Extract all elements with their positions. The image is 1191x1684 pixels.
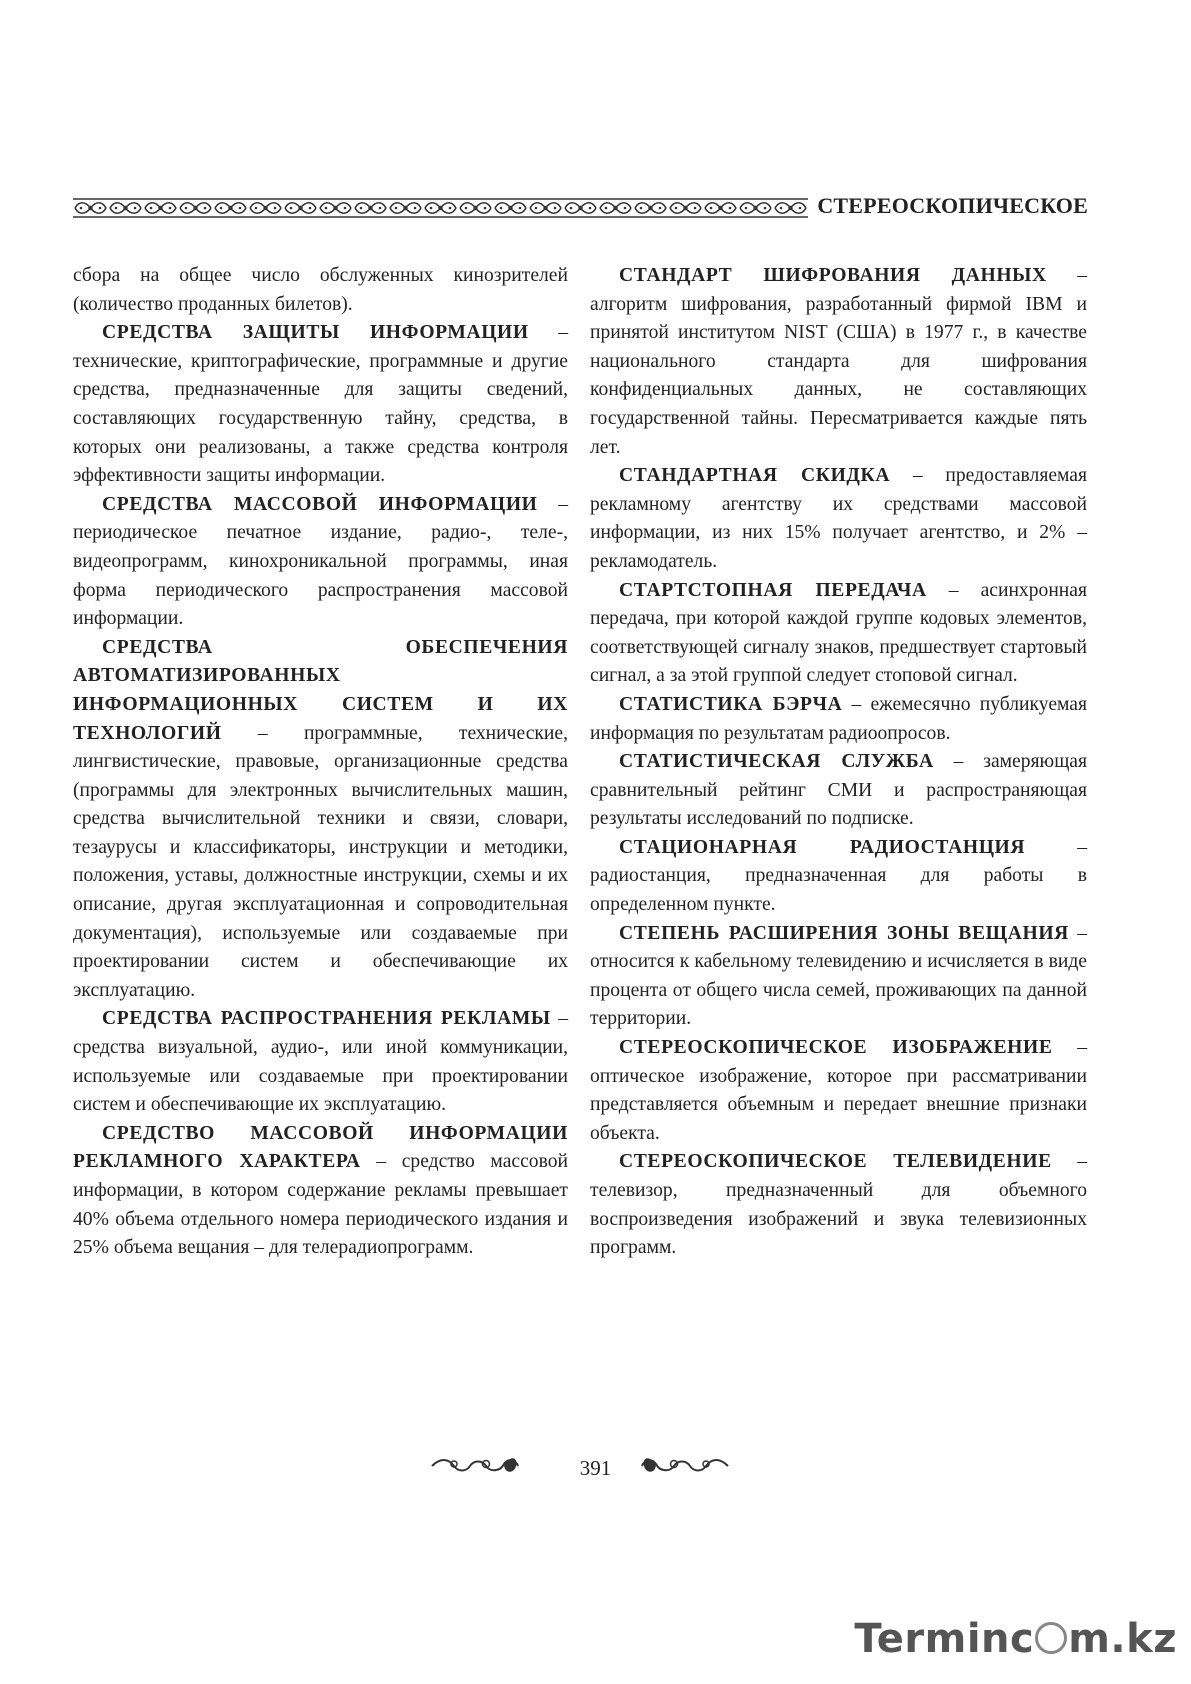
entry-definition: – средства визуальной, аудио-, или иной коммуникации, используемые или создаваемые при проектировании систем и обеспечивающие их эксплуатацию. xyxy=(73,1008,568,1116)
dictionary-entry xyxy=(590,462,1087,576)
entry-definition: – замеряющая сравнительный рейтинг СМИ и распространяющая результаты исследований по подписке. xyxy=(590,751,1087,830)
entry-term: СТАТИСТИКА БЭРЧА xyxy=(619,693,843,715)
entry-definition: – оптическое изображение, которое при рассматривании представляется объемным и передает внешние признаки объекта. xyxy=(590,1037,1087,1144)
right-column xyxy=(590,262,1087,1263)
entry-definition: – средство массовой информации, в котором содержание рекламы превышает 40% объема отдельного номера периодического издания и 25% объема вещания – для телерадиопрограмм. xyxy=(73,1151,568,1259)
magnifier-icon xyxy=(1035,1622,1067,1654)
entry-term: СТАТИСТИЧЕСКАЯ СЛУЖБА xyxy=(619,751,934,773)
dictionary-entry xyxy=(73,1120,568,1263)
watermark-prefix: Terminc xyxy=(854,1616,1035,1662)
dictionary-entry xyxy=(590,748,1087,834)
dictionary-entry xyxy=(73,1005,568,1119)
entry-term: СТАНДАРТ ШИФРОВАНИЯ ДАННЫХ xyxy=(619,265,1047,286)
dictionary-entry xyxy=(73,491,568,634)
entry-definition: – программные, технические, лингвистические, правовые, организационные средства (программы для электронных вычислительных машин, средства вычислительной техники и связи, словари, тезаурусы и классификаторы, инструкции и методики, положения, уставы, должностные инструкции, схемы и их описание, другая эксплуатационная и сопроводительная документация), используемые или создаваемые при проектировании систем и обеспечивающие их эксплуатацию. xyxy=(73,722,568,1001)
dictionary-entry xyxy=(590,1034,1087,1148)
continuation-text: сбора на общее число обслуженных кинозрителей (количество проданных билетов). xyxy=(73,265,568,315)
left-column xyxy=(73,262,568,1263)
dictionary-entry xyxy=(73,319,568,491)
entry-term: СРЕДСТВО МАССОВОЙ ИНФОРМАЦИИ РЕКЛАМНОГО ХАРАКТЕРА xyxy=(73,1122,568,1173)
entry-term: СРЕДСТВА ОБЕСПЕЧЕНИЯ АВТОМАТИЗИРОВАННЫХ ИНФОРМАЦИОННЫХ СИСТЕМ И ИХ ТЕХНОЛОГИЙ xyxy=(73,636,568,744)
entry-definition: – периодическое печатное издание, радио-, теле-, видеопрограмм, кинохроникальной программы, иная форма периодического распространения массовой информации. xyxy=(73,493,568,630)
dictionary-entry xyxy=(590,262,1087,462)
dictionary-entry xyxy=(590,920,1087,1034)
entry-term: СТАНДАРТНАЯ СКИДКА xyxy=(619,465,891,487)
entry-term: СТАЦИОНАРНАЯ РАДИОСТАНЦИЯ xyxy=(619,836,1026,858)
running-head: СТЕРЕОСКОПИЧЕСКОЕ xyxy=(817,193,1088,218)
page-header xyxy=(73,193,1088,223)
dictionary-entry xyxy=(590,834,1087,920)
page-number: 391 xyxy=(579,1456,612,1480)
entry-term: СТЕРЕОСКОПИЧЕСКОЕ ТЕЛЕВИДЕНИЕ xyxy=(619,1151,1052,1173)
dictionary-entry xyxy=(590,577,1087,691)
dictionary-entry xyxy=(73,634,568,1006)
swirl-ornament-icon xyxy=(640,1454,730,1478)
dictionary-entry xyxy=(590,691,1087,748)
entry-definition: – телевизор, предназначенный для объемного воспроизведения изображений и звука телевизионных программ. xyxy=(590,1151,1087,1259)
entry-term: СРЕДСТВА ЗАЩИТЫ ИНФОРМАЦИИ xyxy=(102,322,529,344)
entry-definition: – относится к кабельному телевидению и исчисляется в виде процента от общего числа семей, проживающих па данной территории. xyxy=(590,922,1087,1030)
watermark-suffix: m.kz xyxy=(1068,1616,1177,1662)
entry-definition: – асинхронная передача, при которой каждой группе кодовых элементов, соответствующей сигналу знаков, предшествует стартовый сигнал, а за этой группой следует стоповой сигнал. xyxy=(590,579,1087,687)
site-watermark xyxy=(854,1616,1177,1662)
entry-definition: – радиостанция, предназначенная для работы в определенном пункте. xyxy=(590,836,1087,916)
entry-term: СТЕРЕОСКОПИЧЕСКОЕ ИЗОБРАЖЕНИЕ xyxy=(619,1037,1053,1059)
ornamental-border-icon xyxy=(73,197,808,219)
entry-term: СТАРТСТОПНАЯ ПЕРЕДАЧА xyxy=(619,579,927,601)
dictionary-entry xyxy=(590,1148,1087,1262)
entry-term: СРЕДСТВА МАССОВОЙ ИНФОРМАЦИИ xyxy=(102,493,538,515)
entry-term: СРЕДСТВА РАСПРОСТРАНЕНИЯ РЕКЛАМЫ xyxy=(102,1008,551,1030)
entry-definition: – технические, криптографические, программные и другие средства, предназначенные для защиты сведений, составляющих государственную тайну, средства, в которых они реализованы, а также средства контроля эффективности защиты информации. xyxy=(73,322,569,487)
page-footer xyxy=(0,1448,1191,1488)
entry-definition: – алгоритм шифрования, разработанный фирмой IBM и принятой институтом NIST (США) в 1977 г., в качестве национального стандарта для шифрования конфиденциальных данных, не составляющих государственной тайны. Пересматривается каждые пять лет. xyxy=(590,265,1087,458)
entry-definition: – ежемесячно публикуемая информация по результатам радиоопросов. xyxy=(590,693,1087,744)
entry-term: СТЕПЕНЬ РАСШИРЕНИЯ ЗОНЫ ВЕЩАНИЯ xyxy=(619,922,1069,944)
entry-definition: – предоставляемая рекламному агентству их средствами массовой информации, из них 15% получает агентство, и 2% – рекламодатель. xyxy=(590,465,1088,572)
